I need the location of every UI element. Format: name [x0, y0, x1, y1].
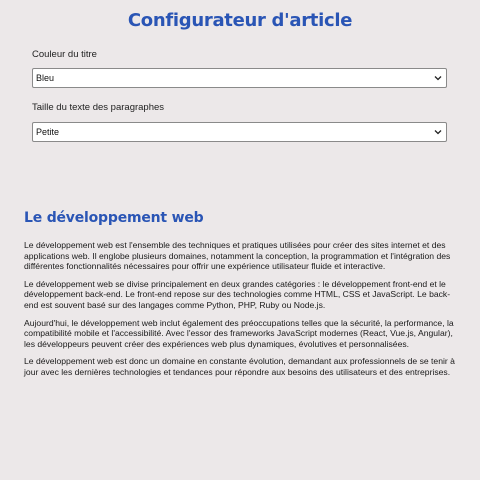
article-title: Le développement web	[24, 210, 204, 226]
chevron-down-icon	[434, 129, 442, 135]
page-title: Configurateur d'article	[127, 10, 353, 31]
text-size-label: Taille du texte des paragraphes	[32, 102, 165, 113]
title-color-select[interactable]	[32, 68, 447, 88]
article-paragraph: Le développement web est l'ensemble des techniques et pratiques utilisées pour créer des sites internet et des applications web. Il englobe plusieurs domaines, notamment la conception, la programmation et l'intégration des différentes fonctionnalités nécessaires pour offrir une expérience utilisateur fluide et interactive.	[24, 240, 451, 272]
chevron-down-icon	[434, 75, 442, 81]
article-paragraph: Le développement web est donc un domaine en constante évolution, demandant aux professionnels de se tenir à jour avec les dernières technologies et tendances pour répondre aux besoins des utilisateurs et des entreprises.	[24, 356, 455, 377]
article-body	[24, 240, 460, 385]
article-paragraph: Aujourd'hui, le développement web inclut également des préoccupations telles que la sécurité, la performance, la compatibilité mobile et l'accessibilité. Avec l'essor des frameworks JavaScript modernes (React, Vue.js, Angular), les développeurs peuvent créer des expériences web plus dynamiques, évolutives et personnalisées.	[24, 317, 454, 349]
title-color-selected-value: Bleu	[36, 73, 55, 83]
title-color-label: Couleur du titre	[32, 49, 97, 60]
text-size-selected-value: Petite	[36, 127, 60, 137]
article-paragraph: Le développement web se divise principalement en deux grandes catégories : le développement front-end et le développement back-end. Le front-end repose sur des technologies comme HTML, CSS et JavaScript. Le back-end est souvent basé sur des langages comme Python, PHP, Ruby ou Node.js.	[24, 278, 451, 310]
text-size-select[interactable]	[32, 122, 447, 142]
